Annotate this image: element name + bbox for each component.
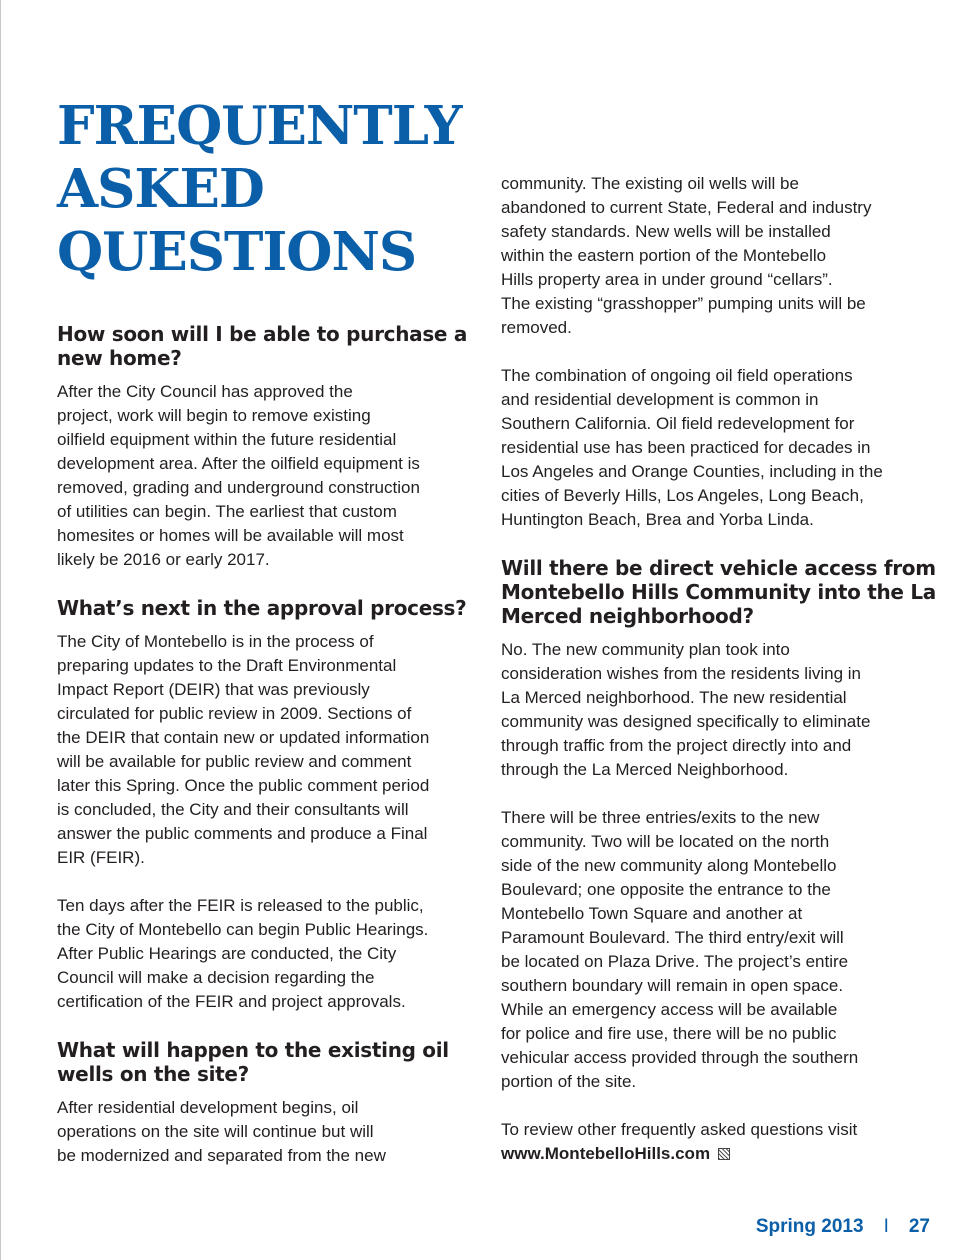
title-line: FREQUENTLY	[57, 95, 462, 157]
answer-paragraph: Ten days after the FEIR is released to the public, the City of Montebello can begin Public Hearings. After Public Hearings are conducted, the City Council will make a decision regarding the certification of the FEIR and project approvals.	[57, 896, 429, 1011]
website-link[interactable]: www.MontebelloHills.com	[501, 1144, 711, 1163]
footer-separator: I	[883, 1216, 889, 1237]
left-column	[57, 322, 468, 1168]
question-heading-vehicle-access: Will there be direct vehicle access from Montebello Hills Community into the La Merced neighborhood?	[501, 556, 936, 628]
question-heading-purchase-home: How soon will I be able to purchase a new home?	[57, 322, 468, 370]
page-title	[57, 95, 462, 284]
title-line: ASKED	[57, 158, 264, 220]
issue-season: Spring 2013	[755, 1216, 864, 1237]
answer-paragraph: The City of Montebello is in the process of preparing updates to the Draft Environmental Impact Report (DEIR) that was previously circulated for public review in 2009. Sections of the DEIR that contain new or updated information will be available for public review and comment later this Spring. Once the public comment period is concluded, the City and their consultants will answer the public comments and produce a Final EIR (FEIR).	[57, 632, 430, 867]
answer-paragraph: After residential development begins, oil operations on the site will continue but will be modernized and separated from the new	[57, 1098, 386, 1165]
closing-paragraph: To review other frequently asked questions visit www.MontebelloHills.com	[501, 1120, 858, 1163]
page-edge-line	[0, 0, 1, 1260]
answer-paragraph: The combination of ongoing oil field operations and residential development is common in Southern California. Oil field redevelopment for residential use has been practiced for decades in Los Angeles and Orange Counties, including in the cities of Beverly Hills, Los Angeles, Long Beach, Huntington Beach, Brea and Yorba Linda.	[501, 366, 883, 529]
answer-paragraph: There will be three entries/exits to the new community. Two will be located on the north side of the new community along Montebello Boulevard; one opposite the entrance to the Montebello Town Square and another at Paramount Boulevard. The third entry/exit will be located on Plaza Drive. The project’s entire southern boundary will remain in open space. While an emergency access will be available for police and fire use, there will be no public vehicular access provided through the southern portion of the site.	[501, 808, 859, 1091]
title-line: QUESTIONS	[57, 221, 417, 283]
question-heading-approval-process: What’s next in the approval process?	[57, 596, 467, 620]
page-footer	[756, 1216, 930, 1238]
answer-paragraph-continued: community. The existing oil wells will be abandoned to current State, Federal and industry safety standards. New wells will be installed within the eastern portion of the Montebello Hills property area in under ground “cellars”. The existing “grasshopper” pumping units will be removed.	[501, 174, 872, 337]
answer-paragraph: After the City Council has approved the project, work will begin to remove existing oilfield equipment within the future residential development area. After the oilfield equipment is removed, grading and underground construction of utilities can begin. The earliest that custom homesites or homes will be available will most likely be 2016 or early 2017.	[57, 382, 420, 569]
page-number: 27	[908, 1216, 930, 1237]
right-column	[501, 172, 936, 1166]
question-heading-oil-wells: What will happen to the existing oil wells on the site?	[57, 1038, 449, 1086]
end-mark-icon	[718, 1148, 730, 1160]
answer-paragraph: No. The new community plan took into consideration wishes from the residents living in La Merced neighborhood. The new residential community was designed specifically to eliminate through traffic from the project directly into and through the La Merced Neighborhood.	[501, 640, 871, 779]
